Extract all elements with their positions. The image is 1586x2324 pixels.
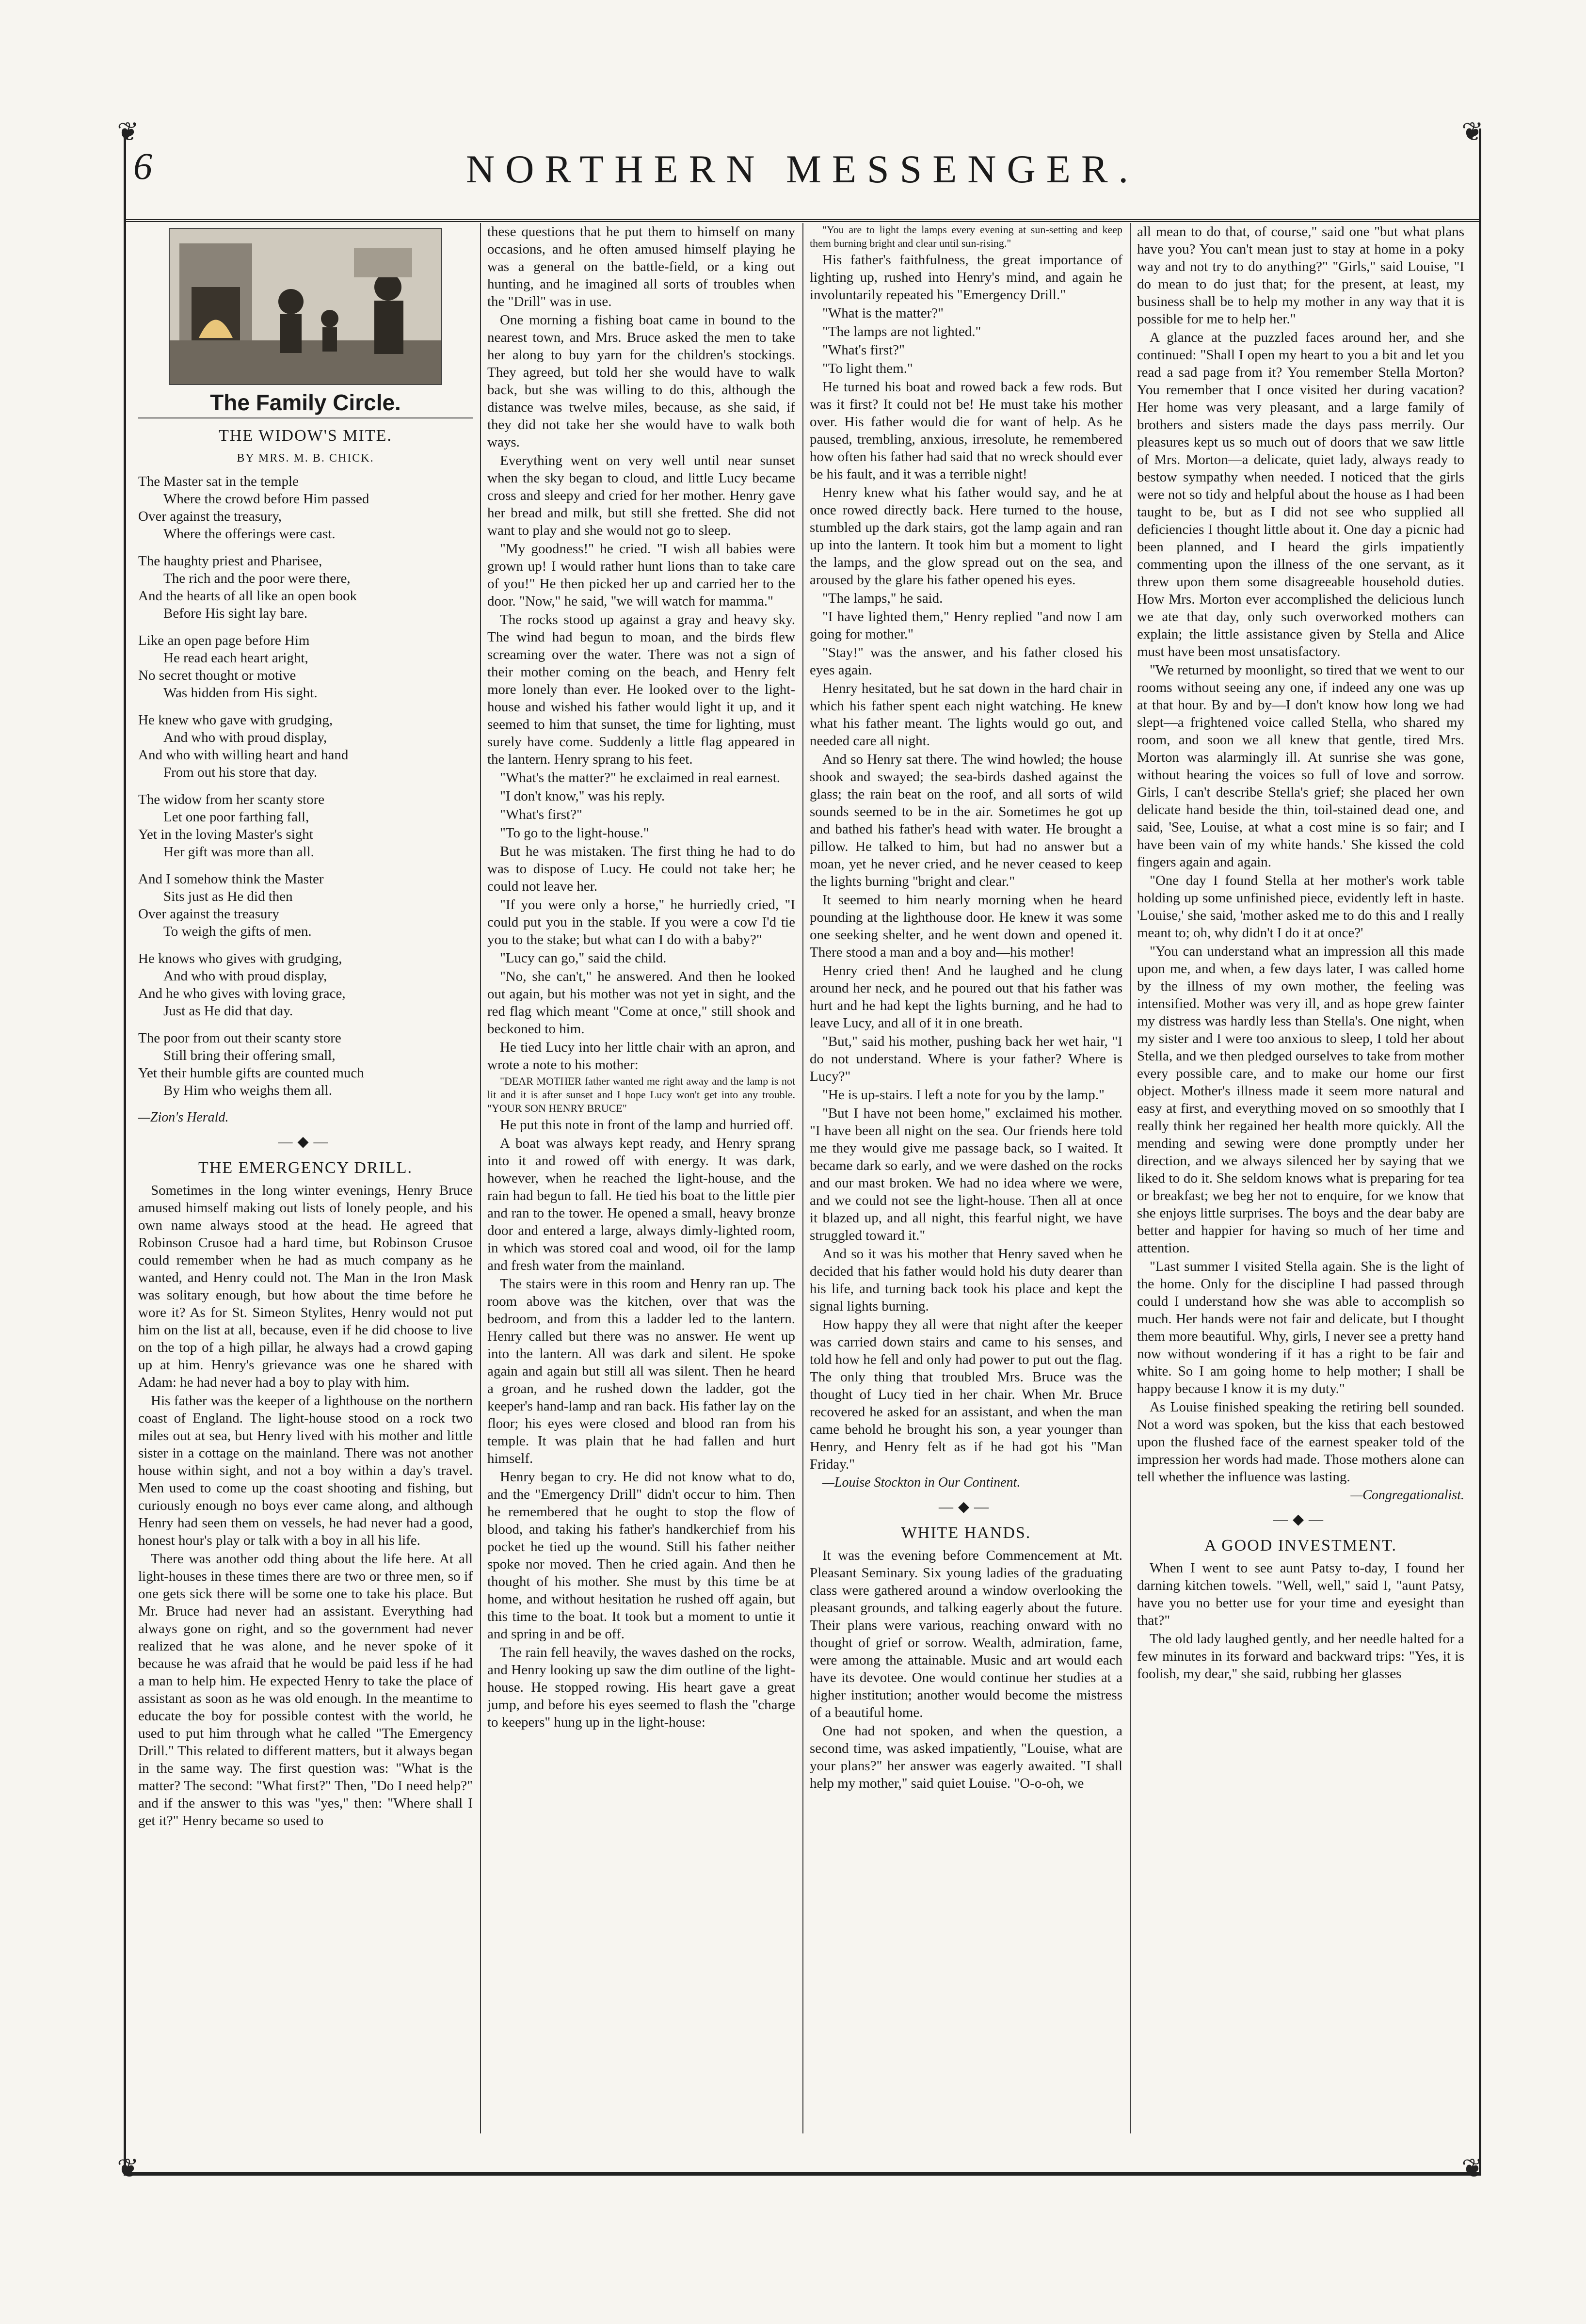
story-paragraph: all mean to do that, of course," said one "but what plans have you? You can't mean just to stay at home in a poky way and not try to do anything?" "Girls," said Louise, "I do mean to do just that; for the present, at least, my business shall be to help my mother in any way that it is possible for me to help her." bbox=[1137, 224, 1464, 327]
column-rule bbox=[802, 223, 803, 2133]
story-paragraph: "If you were only a horse," he hurriedly cried, "I could put you in the stable. If you were a cow I'd tie you to the stake; but what can I do with a baby?" bbox=[487, 897, 795, 947]
poem-stanza: The haughty priest and Pharisee, The rich and the poor were there, And the hearts of all like an open book Before His sight lay bare. bbox=[138, 553, 357, 621]
story-paragraph: "Last summer I visited Stella again. She is the light of the home. Only for the discipline I had passed through could I understand how she was able to accomplish so much. Her hands were not fair and delicate, but I thought them more beautiful. Why, girls, I never see a pretty hand now without wondering if it has a right to be fair and white. So I am going home to help mother; I shall be happy because I know it is my duty." bbox=[1137, 1259, 1464, 1396]
story-paragraph: "I don't know," was his reply. bbox=[500, 788, 665, 804]
column-rule bbox=[480, 223, 481, 2133]
column-rule bbox=[1130, 223, 1131, 2133]
keepers-charge: "You are to light the lamps every evening at sun-setting and keep them burning bright and clear until sun-rising." bbox=[810, 224, 1122, 249]
poem-stanza: He knew who gave with grudging, And who with proud display, And who with willing heart and hand From out his store that day. bbox=[138, 712, 349, 780]
story-paragraph: Everything went on very well until near sunset when the sky began to cloud, and little Lucy became cross and sleepy and cried for her mother. Henry gave her bread and milk, but still she fretted. She did not want to play and she would not go to sleep. bbox=[487, 453, 795, 538]
story-paragraph: "To go to the light-house." bbox=[500, 825, 649, 841]
story-paragraph: "What is the matter?" bbox=[822, 305, 944, 321]
poem-stanza: And I somehow think the Master Sits just as He did then Over against the treasury To weigh the gifts of men. bbox=[138, 871, 324, 939]
story-paragraph: The rain fell heavily, the waves dashed on the rocks, and Henry looking up saw the dim outline of the light-house. He stopped rowing. His heart gave a great jump, and before his eyes seemed to flash the "charge to keepers" hung up in the light-house: bbox=[487, 1645, 795, 1730]
poem-title: THE WIDOW'S MITE. bbox=[219, 427, 392, 445]
poem-stanza: The widow from her scanty store Let one poor farthing fall, Yet in the loving Master's sight Her gift was more than all. bbox=[138, 792, 325, 860]
corner-fleuron-icon: ❦ bbox=[1461, 116, 1484, 147]
poem-stanza: Like an open page before Him He read each heart aright, No secret thought or motive Was hidden from His sight. bbox=[138, 633, 318, 701]
story-paragraph: His father was the keeper of a lighthouse on the northern coast of England. The light-house stood on a rock two miles out at sea, but Henry lived with his mother and little sister in a cottage on the mainland. There was not another house within sight, and not a boy within a day's travel. Men used to come up the coast shooting and fishing, but curiously enough no boys ever came along, and although Henry had seen them on vessels, he had never had a good, honest hour's play or talk with a boy in all his life. bbox=[138, 1393, 473, 1548]
story-paragraph: Henry knew what his father would say, and he at once rowed directly back. Here turned to the house, stumbled up the dark stairs, got the lamp again and ran up into the lantern. It took him but a moment to light the lamps, and the glow spread out on the sea, and aroused by the glare his father opened his eyes. bbox=[810, 485, 1122, 588]
story-paragraph: One morning a fishing boat came in bound to the nearest town, and Mrs. Bruce asked the men to take her along to buy yarn for the children's stockings. They agreed, but told her she would have to walk back, but she was willing to do this, although the distance was twelve miles, because, as she said, if they did not take her she would have to walk both ways. bbox=[487, 312, 795, 450]
column-1 bbox=[138, 223, 473, 2138]
story-paragraph: It seemed to him nearly morning when he heard pounding at the lighthouse door. He knew it was some one seeking shelter, and he went down and opened it. There stood a man and a boy and—his mother! bbox=[810, 892, 1122, 960]
section-divider: —◆— bbox=[1273, 1511, 1329, 1527]
story-paragraph: "He is up-stairs. I left a note for you by the lamp." bbox=[822, 1087, 1105, 1103]
story-paragraph: "To light them." bbox=[822, 361, 913, 376]
story-source: —Louise Stockton in Our Continent. bbox=[822, 1475, 1021, 1490]
corner-fleuron-icon: ❦ bbox=[1461, 2153, 1484, 2183]
masthead-title: NORTHERN MESSENGER. bbox=[465, 147, 1139, 191]
story-paragraph: "You can understand what an impression all this made upon me, and when, a few days later, I was called home by the illness of my own mother, the feeling was intensified. Mother was very ill, and as hope grew fainter my distress was hardly less than Stella's. One night, when my sister and I were too anxious to sleep, I told her about Stella, and we then pledged ourselves to take from mother every possible care, and to make our home our first object. Mother's illness made it seem more natural and easy at first, and everything moved on so smoothly that I really think her regained her health more quickly. All the mending and sewing were done promptly under her direction, and we always silenced her by saying that we liked to do it. She seldom knows what is preparing for tea or breakfast; we beg her not to enquire, for we know that she enjoys little surprises. The boys and the dear baby are better and happier for having so much of her time and attention. bbox=[1137, 944, 1464, 1256]
story-paragraph: He tied Lucy into her little chair with an apron, and wrote a note to his mother: bbox=[487, 1040, 795, 1073]
story-paragraph: "No, she can't," he answered. And then he looked out again, but his mother was not yet in sight, and the red flag which meant "Come at once," still shook and beckoned to him. bbox=[487, 969, 795, 1037]
story-paragraph: "But," said his mother, pushing back her wet hair, "I do not understand. Where is your father? Where is Lucy?" bbox=[810, 1034, 1122, 1084]
story-paragraph: "The lamps are not lighted." bbox=[822, 324, 981, 339]
story-paragraph: But he was mistaken. The first thing he had to do was to dispose of Lucy. He could not take her; he could not leave her. bbox=[487, 844, 795, 894]
story-paragraph: A boat was always kept ready, and Henry sprang into it and rowed off with energy. It was dark, however, when he reached the light-house, and the rain had begun to fall. He tied his boat to the little pier and ran to the tower. He opened a small, heavy bronze door and entered a large, always dimly-lighted room, in which was stored coal and wood, oil for the lamp and fresh water from the mainland. bbox=[487, 1136, 795, 1273]
story-paragraph: One had not spoken, and when the question, a second time, was asked impatiently, "Louise, what are your plans?" her answer was eagerly awaited. "I shall help my mother," said quiet Louise. "O-o-oh, we bbox=[810, 1723, 1122, 1791]
story-paragraph: And so it was his mother that Henry saved when he decided that his father would hold his duty dearer than his life, and turning back took his place and kept the signal lights burning. bbox=[810, 1246, 1122, 1314]
column-3 bbox=[810, 223, 1122, 2138]
page-header bbox=[124, 127, 1481, 222]
story-paragraph: It was the evening before Commencement at Mt. Pleasant Seminary. Six young ladies of the graduating class were gathered around a window overlooking the pleasant grounds, and talking eagerly about the future. Their plans were various, reaching onward with no thought of grief or sorrow. Wealth, admiration, fame, were among the attainable. Music and art would each have its devotee. One would continue her studies at a higher institution; another would become the mistress of a beautiful home. bbox=[810, 1548, 1122, 1720]
page-number: 6 bbox=[133, 145, 152, 187]
story-paragraph: Sometimes in the long winter evenings, Henry Bruce amused himself making out lists of lonely people, and his own name always stood at the head. He agreed that Robinson Crusoe had a hard time, but Robinson Crusoe could remember when he had as much company as he wanted, and Henry could not. The Man in the Iron Mask was solitary enough, but how about the time before he wore it? As for St. Simeon Stylites, Henry would not put him on the list at all, because, even if he did choose to live on the top of a high pillar, he always had a crowd gaping up at him. Henry's grievance was one he shared with Adam: he had never had a boy to play with him. bbox=[138, 1183, 473, 1390]
poem-source: —Zion's Herald. bbox=[138, 1110, 229, 1125]
story-paragraph: A glance at the puzzled faces around her, and she continued: "Shall I open my heart to you a bit and let you read a sad page from it? You remember Stella Morton? You remember that I once visited her during vacation? Her home was very pleasant, and a large family of brothers and sisters made the days pass merrily. Our pleasures kept us so much out of doors that we saw little of Mrs. Morton—a delicate, quiet lady, always ready to bestow sympathy when needed. I noticed that the girls were not so tidy and helpful about the house as I had been taught to be, but as I did not see who supplied all deficiencies I thought little about it. One day a picnic had been planned, and I heard the girls impatiently commenting upon the illness of the one servant, as it threw upon them some disagreeable household duties. How Mrs. Morton ever accomplished the delicious lunch we ate that day, only such overworked mothers can explain; the little assistance given by Stella and Alice must have been most unsatisfactory. bbox=[1137, 330, 1464, 659]
story-paragraph: "My goodness!" he cried. "I wish all babies were grown up! I would rather hunt lions than to take care of you!" He then picked her up and carried her to the door. "Now," he said, "we will watch for mamma." bbox=[487, 541, 795, 609]
story-paragraph: When I went to see aunt Patsy to-day, I found her darning kitchen towels. "Well, well," said I, "aunt Patsy, have you no better use for your time and eyesight than that?" bbox=[1137, 1560, 1464, 1628]
story-paragraph: How happy they all were that night after the keeper was carried down stairs and came to his senses, and told how he fell and only had power to put out the flag. The only thing that troubled Mrs. Bruce was the thought of Lucy tied in her chair. When Mr. Bruce recovered he asked for an assistant, and when the man came behold he brought his son, a year younger than Henry, and Henry felt as if he had got his "Man Friday." bbox=[810, 1317, 1122, 1472]
story-paragraph: these questions that he put them to himself on many occasions, and he often amused himself playing he was a general on the battle-field, or a king out hunting, and he imagined all sorts of troubles when the "Drill" was in use. bbox=[487, 224, 795, 309]
story-paragraph: Henry hesitated, but he sat down in the hard chair in which his father spent each night watching. He knew what his father meant. The lights would go out, and needed care all night. bbox=[810, 681, 1122, 749]
story-paragraph: His father's faithfulness, the great importance of lighting up, rushed into Henry's mind, and again he involuntarily repeated his "Emergency Drill." bbox=[810, 252, 1122, 303]
story-source: —Congregationalist. bbox=[1350, 1488, 1464, 1503]
story-paragraph: The old lady laughed gently, and her needle halted for a few minutes in its forward and backward trips: "Yes, it is foolish, my dear," she said, rubbing her glasses bbox=[1137, 1631, 1464, 1682]
poem-stanza: The Master sat in the temple Where the crowd before Him passed Over against the treasury, Where the offerings were cast. bbox=[138, 474, 369, 542]
story-paragraph: Henry cried then! And he laughed and he clung around her neck, and he poured out that his father was hurt and he had kept the lights burning, and he had to leave Lucy, and all of it in one breath. bbox=[810, 963, 1122, 1031]
story-paragraph: "Stay!" was the answer, and his father closed his eyes again. bbox=[810, 645, 1122, 678]
story-title: THE EMERGENCY DRILL. bbox=[198, 1159, 413, 1177]
story-paragraph: "I have lighted them," Henry replied "and now I am going for mother." bbox=[810, 609, 1122, 642]
story-paragraph: There was another odd thing about the life here. At all light-houses in these times there are two or three men, so if one gets sick there will be some one to take his place. But Mr. Bruce had never had an assistant. Everything had always gone on right, and so the government had never realized that he was alone, and he never spoke of it because he was afraid that he would be paid less if he had a man to help him. He expected Henry to take the place of assistant as soon as he was old enough. In the meantime to educate the boy for possible contest with the world, he used to put him through what he called "The Emergency Drill." This related to different matters, but it always began in the same way. The first question was: "What is the matter? The second: "What first?" Then, "Do I need help?" and if the answer to this was "yes," then: "Where shall I get it?" Henry became so used to bbox=[138, 1551, 473, 1828]
poem-byline: BY MRS. M. B. CHICK. bbox=[237, 452, 374, 465]
section-title: The Family Circle. bbox=[138, 394, 473, 418]
story-paragraph: "What's first?" bbox=[822, 342, 905, 358]
henry-note: "DEAR MOTHER father wanted me right away and the lamp is not lit and it is after sunset and I hope Lucy won't get into any trouble. "YOUR SON HENRY BRUCE" bbox=[487, 1075, 795, 1114]
column-2 bbox=[487, 223, 795, 2138]
story-paragraph: "Lucy can go," said the child. bbox=[500, 950, 667, 966]
corner-fleuron-icon: ❦ bbox=[117, 2153, 139, 2183]
poem-stanza: He knows who gives with grudging, And who with proud display, And he who gives with loving grace, Just as He did that day. bbox=[138, 951, 346, 1019]
story-paragraph: He turned his boat and rowed back a few rods. But was it first? It could not be! He must take his mother over. His father would die for want of help. As he paused, trembling, anxious, irresolute, he remembered how often his father had said that no wreck should ever be his fault, and it was a terrible night! bbox=[810, 379, 1122, 482]
story-paragraph: And so Henry sat there. The wind howled; the house shook and swayed; the sea-birds dashed against the glass; the rain beat on the roof, and all sorts of wild sounds seemed to be in the air. Sometimes he got up and bathed his father's head with water. He brought a pillow. He talked to him, but had no answer but a moan, yet he never cried, and he never ceased to keep the lights burning "bright and clear." bbox=[810, 752, 1122, 889]
section-divider: —◆— bbox=[278, 1134, 333, 1150]
story-paragraph: As Louise finished speaking the retiring bell sounded. Not a word was spoken, but the kiss that each bestowed upon the flushed face of the earnest speaker told of the impression her words had made. Those mothers alone can tell whether the influence was lasting. bbox=[1137, 1399, 1464, 1485]
story-paragraph: "What's first?" bbox=[500, 807, 582, 822]
story-title: WHITE HANDS. bbox=[901, 1524, 1031, 1542]
story-title: A GOOD INVESTMENT. bbox=[1204, 1537, 1397, 1555]
story-paragraph: "What's the matter?" he exclaimed in real earnest. bbox=[500, 770, 781, 785]
story-paragraph: The rocks stood up against a gray and heavy sky. The wind had begun to moan, and the birds flew screaming over the water. There was not a sign of their mother coming on the beach, and Henry felt more lonely than ever. He looked over to the light-house and wished his father would light it up, and it seemed to him that sunset, the time for lighting, must surely have come. Suddenly a little flag appeared in the lantern. Henry sprang to his feet. bbox=[487, 612, 795, 767]
story-paragraph: "The lamps," he said. bbox=[822, 591, 943, 606]
story-paragraph: He put this note in front of the lamp and hurried off. bbox=[500, 1117, 794, 1133]
story-paragraph: "One day I found Stella at her mother's work table holding up some unfinished piece, evidently left in haste. 'Louise,' she said, 'mother asked me to do this and I really meant to; oh, why didn't I do it at once?' bbox=[1137, 873, 1464, 941]
story-paragraph: The stairs were in this room and Henry ran up. The room above was the kitchen, over that was the bedroom, and from this a ladder led to the lantern. Henry called but there was no answer. He went up into the lantern. All was dark and silent. He spoke again and again but still all was silent. Then he heard a groan, and he rushed down the ladder, got the keeper's hand-lamp and ran back. His father lay on the floor; his eyes were closed and blood ran from his temple. It was plain that he had fallen and hurt himself. bbox=[487, 1276, 795, 1466]
corner-fleuron-icon: ❦ bbox=[117, 116, 139, 147]
poem-body bbox=[138, 473, 473, 1126]
story-paragraph: "We returned by moonlight, so tired that we went to our rooms without seeing any one, if indeed any one was up at that hour. By and by—I don't know how long we had slept—a frightened voice called Stella, who shared my room, and soon we all knew that gentle, tired Mrs. Morton was alarmingly ill. At sunrise she was gone, without hearing the voices so full of love and sorrow. Girls, I can't describe Stella's grief; she placed her own delicate hand beside the thin, toil-stained dead one, and said, 'See, Louise, at what a cost mine is so fair; and I have been vain of my white hands.' She kissed the cold fingers again and again. bbox=[1137, 662, 1464, 870]
poem-stanza: The poor from out their scanty store Still bring their offering small, Yet their humble gifts are counted much By Him who weighs them all. bbox=[138, 1030, 364, 1098]
column-4 bbox=[1137, 223, 1464, 2138]
fireside-family-engraving-icon bbox=[169, 228, 442, 385]
section-divider: —◆— bbox=[938, 1499, 994, 1515]
story-paragraph: "But I have not been home," exclaimed his mother. "I have been all night on the sea. Our friends here told me they would give me passage back, so I waited. It became dark so early, and we were dashed on the rocks and our mast broken. We had no idea where we were, and we could not see the light-house. Then all at once it blazed up, and all night, this fearful night, we have struggled toward it." bbox=[810, 1106, 1122, 1243]
story-paragraph: Henry began to cry. He did not know what to do, and the "Emergency Drill" didn't occur to him. Then he remembered that he ought to stop the flow of blood, and taking his father's handkerchief from his pocket he tied up the wound. Still his father neither spoke nor moved. Then he cried again. And then he thought of his mother. She must by this time be at home, and without hesitation he rushed off again, but this time to the boat. It took but a moment to untie it and spring in and be off. bbox=[487, 1469, 795, 1642]
